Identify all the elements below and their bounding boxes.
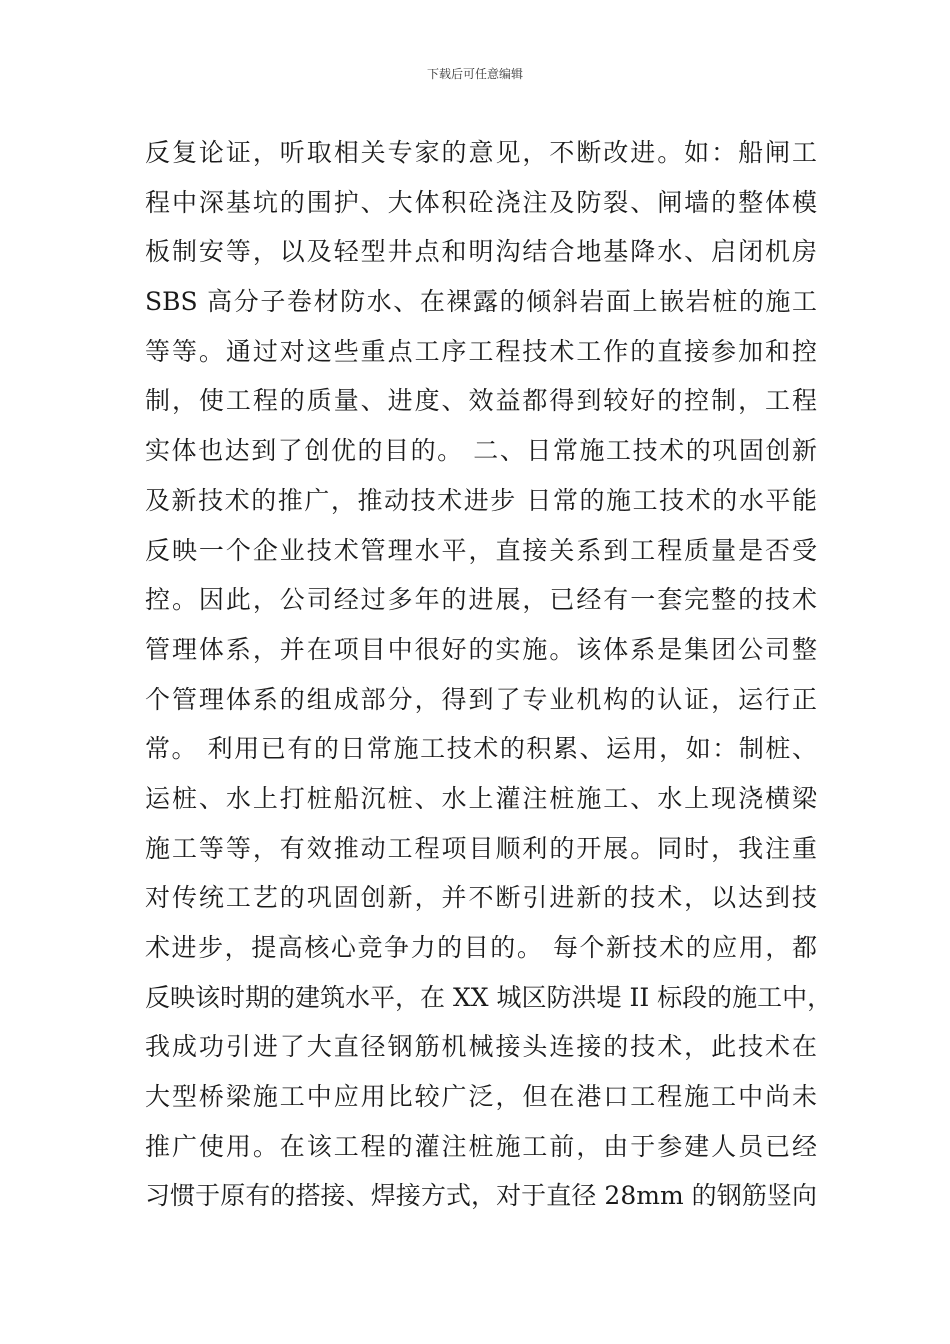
body-line: 管理体系，并在项目中很好的实施。该体系是集团公司整 <box>145 634 817 664</box>
body-line: 反映该时期的建筑水平，在 XX 城区防洪堤 II 标段的施工中， <box>145 982 833 1012</box>
body-line: 程中深基坑的围护、大体积砼浇注及防裂、闸墙的整体模 <box>145 187 817 217</box>
document-body <box>145 128 833 1221</box>
body-line: 及新技术的推广，推动技术进步 日常的施工技术的水平能 <box>145 485 817 515</box>
body-line: 反映一个企业技术管理水平，直接关系到工程质量是否受 <box>145 535 817 565</box>
body-line: 反复论证，听取相关专家的意见，不断改进。如：船闸工 <box>145 138 817 167</box>
body-line: 运桩、水上打桩船沉桩、水上灌注桩施工、水上现浇横梁 <box>145 783 817 813</box>
body-line: SBS 高分子卷材防水、在裸露的倾斜岩面上嵌岩桩的施工 <box>145 287 817 317</box>
body-line: 我成功引进了大直径钢筋机械接头连接的技术，此技术在 <box>145 1032 817 1062</box>
body-line: 等等。通过对这些重点工序工程技术工作的直接参加和控 <box>145 336 817 366</box>
body-line: 对传统工艺的巩固创新，并不断引进新的技术，以达到技 <box>145 883 817 913</box>
body-line: 实体也达到了创优的目的。 二、日常施工技术的巩固创新 <box>145 436 817 466</box>
body-line: 个管理体系的组成部分，得到了专业机构的认证，运行正 <box>145 684 817 714</box>
body-line: 术进步，提高核心竞争力的目的。 每个新技术的应用，都 <box>145 933 817 962</box>
body-line: 推广使用。在该工程的灌注桩施工前，由于参建人员已经 <box>145 1131 817 1161</box>
body-line: 制，使工程的质量、进度、效益都得到较好的控制，工程 <box>145 386 817 416</box>
body-line: 控。因此，公司经过多年的进展，已经有一套完整的技术 <box>145 585 817 615</box>
body-line: 习惯于原有的搭接、焊接方式，对于直径 28mm 的钢筋竖向 <box>145 1181 817 1211</box>
body-line: 施工等等，有效推动工程项目顺利的开展。同时，我注重 <box>145 833 817 863</box>
body-line: 大型桥梁施工中应用比较广泛，但在港口工程施工中尚未 <box>145 1082 817 1112</box>
body-line: 板制安等，以及轻型井点和明沟结合地基降水、启闭机房 <box>145 237 817 267</box>
body-line: 常。 利用已有的日常施工技术的积累、运用，如：制桩、 <box>145 734 817 764</box>
page-header-note: 下载后可任意编辑 <box>426 67 523 81</box>
